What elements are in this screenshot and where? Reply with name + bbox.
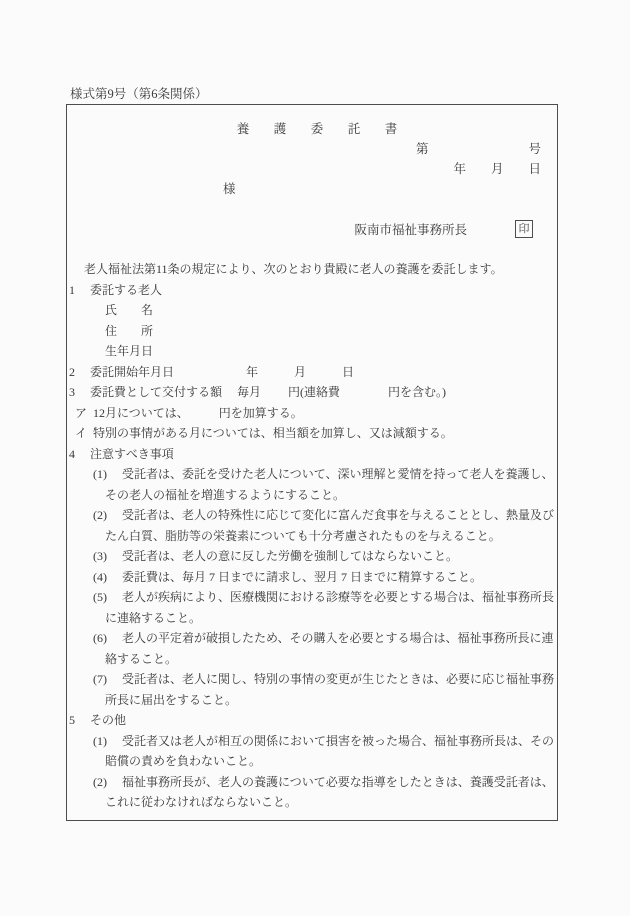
addressee-line: 様 [223, 182, 236, 196]
signer-line [67, 219, 557, 239]
spacer-line [67, 239, 557, 259]
spacer-line [67, 199, 557, 219]
form-line-19: (6) 老人の平定着が破損したため、その購入を必要とする場合は、福祉事務所長に連 [69, 631, 554, 645]
form-title: 養 護 委 託 書 [236, 122, 404, 136]
form-line-23: 5 その他 [69, 713, 127, 727]
form-line-3: 氏 名 [69, 303, 154, 317]
signer-name: 阪南市福祉事務所長 [354, 223, 467, 237]
form-line-9: イ 特別の事情がある月については、相当額を加算し、又は減額する。 [69, 426, 453, 440]
date-line: 年 月 日 [453, 162, 541, 176]
form-line-6: 2 委託開始年月日 年 月 日 [69, 364, 355, 379]
document-number-line: 第 号 [415, 142, 541, 156]
form-line-26: (2) 福祉事務所長が、老人の養護について必要な指導をしたときは、養護受託者は、 [69, 774, 554, 789]
form-line-2: 1 委託する老人 [69, 282, 163, 297]
form-line-22: 所長に届出をすること。 [69, 692, 238, 707]
form-line-8: ア 12月については、 円を加算する。 [69, 405, 303, 420]
seal-mark: 印 [515, 220, 533, 238]
form-line-5: 生年月日 [69, 344, 154, 358]
form-line-25: 賠償の責めを負わないこと。 [69, 754, 262, 768]
form-line-11: (1) 受託者は、委託を受けた老人について、深い理解と愛情を持って老人を養護し、 [69, 467, 554, 481]
form-line-1: 老人福祉法第11条の規定により、次のとおり貴殿に老人の養護を委託します。 [69, 262, 503, 276]
form-line-17: (5) 老人が疾病により、医療機関における診療等を必要とする場合は、福祉事務所長 [69, 590, 554, 604]
form-line-10: 4 注意すべき事項 [69, 446, 174, 461]
form-line-20: 絡すること。 [69, 651, 178, 666]
form-line-7: 3 委託費として交付する額 毎月 円(連絡費 円を含む。) [69, 385, 446, 399]
form-line-21: (7) 受託者は、老人に関し、特別の事情の変更が生じたときは、必要に応じ福祉事務 [69, 672, 554, 686]
form-body [67, 259, 557, 813]
form-line-4: 住 所 [69, 323, 154, 338]
form-line-27: これに従わなければならないこと。 [69, 795, 298, 809]
form-line-18: に連絡すること。 [69, 610, 202, 625]
form-line-24: (1) 受託者又は老人が相互の関係において損害を被った場合、福祉事務所長は、その [69, 733, 554, 748]
form-line-16: (4) 委託費は、毎月 7 日までに請求し、翌月 7 日までに精算すること。 [69, 569, 482, 584]
form-line-12: その老人の福祉を増進するようにすること。 [69, 487, 346, 502]
form-number-label: 様式第9号（第6条関係） [70, 87, 208, 101]
form-border-box [66, 104, 558, 821]
form-line-15: (3) 受託者は、老人の意に反した労働を強制してはならないこと。 [69, 549, 458, 563]
form-line-13: (2) 受託者は、老人の特殊性に応じて変化に富んだ食事を与えることとし、熱量及び [69, 508, 554, 522]
form-line-14: たん白質、脂肪等の栄養素についても十分考慮されたものを与えること。 [69, 528, 501, 543]
